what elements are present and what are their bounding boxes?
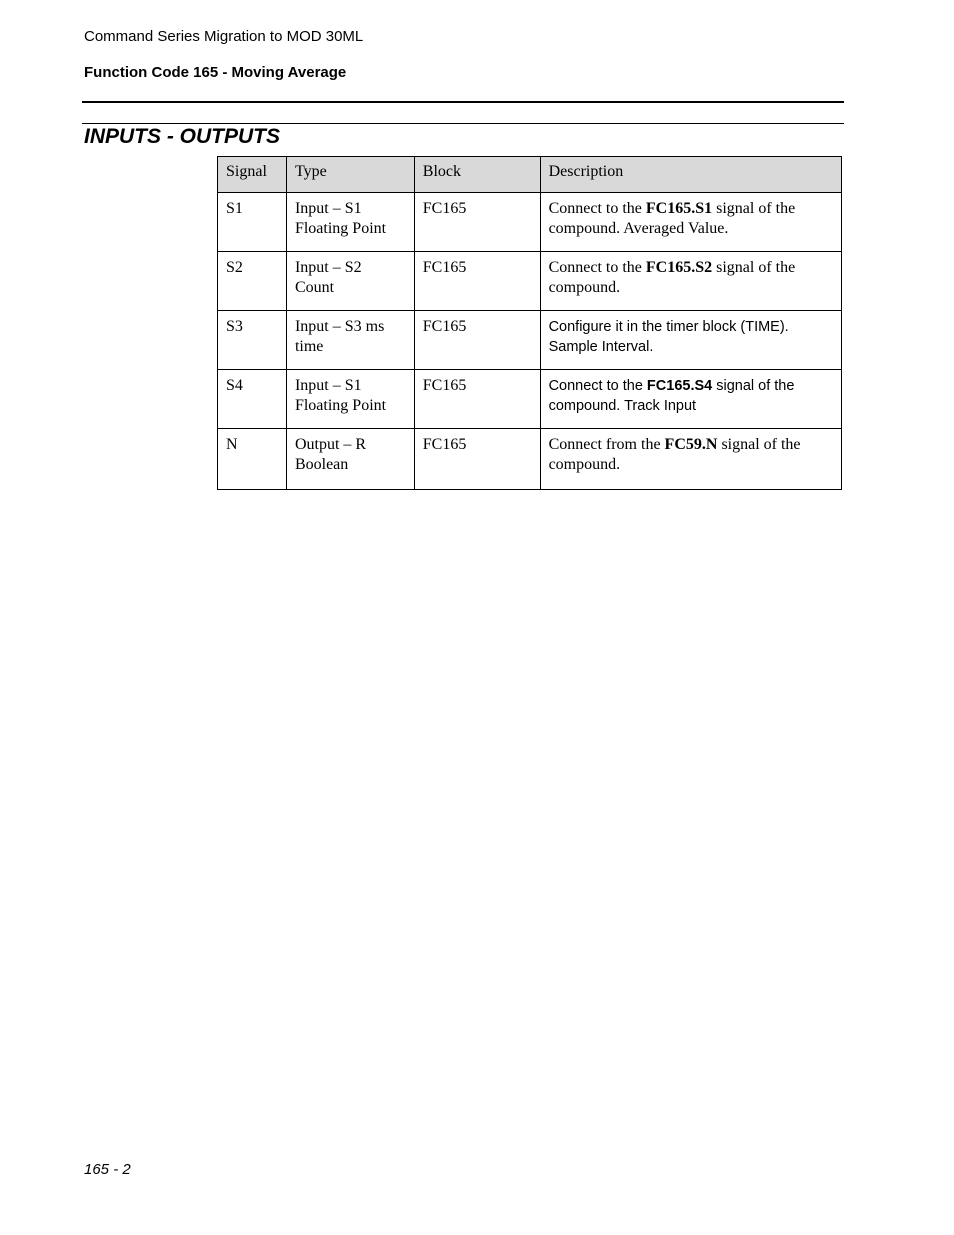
block-cell: FC165 [414, 193, 540, 252]
inputs-outputs-table [217, 156, 842, 490]
description-text: signal of the compound. [548, 259, 796, 296]
type-line: Boolean [294, 456, 349, 473]
type-line: Floating Point [294, 397, 387, 414]
type-cell [286, 429, 414, 490]
header-rule-thin [82, 123, 844, 124]
description-text: signal of the compound. Track Input [548, 378, 795, 414]
table-row [218, 311, 842, 370]
table-row [218, 193, 842, 252]
header-rule-thick [82, 101, 844, 103]
type-line: Input – S1 [294, 377, 362, 394]
block-cell: FC165 [414, 252, 540, 311]
description-text: signal of the compound. [548, 436, 801, 473]
type-cell [286, 252, 414, 311]
document-title: Command Series Migration to MOD 30ML [84, 28, 364, 45]
description-text: signal of the compound. Averaged Value. [548, 200, 796, 237]
column-header-description: Description [540, 157, 841, 193]
description-cell [540, 252, 841, 311]
signal-reference: FC165.S1 [645, 200, 713, 217]
signal-reference: FC59.N [664, 436, 718, 453]
type-line: Output – R [294, 436, 367, 453]
description-text: Configure it in the timer block (TIME). Sample Interval. [548, 319, 789, 355]
column-header-block: Block [414, 157, 540, 193]
block-cell: FC165 [414, 429, 540, 490]
page-number: 165 - 2 [84, 1161, 131, 1178]
type-cell [286, 311, 414, 370]
description-cell [540, 370, 841, 429]
description-text: Connect to the [548, 259, 646, 276]
section-heading: INPUTS - OUTPUTS [84, 125, 281, 148]
signal-reference: FC165.S2 [645, 259, 713, 276]
table-row [218, 429, 842, 490]
document-subtitle: Function Code 165 - Moving Average [84, 64, 347, 81]
signal-cell: S2 [218, 252, 287, 311]
table-header-row [218, 157, 842, 193]
description-cell [540, 311, 841, 370]
description-text: Connect to the [548, 200, 646, 217]
type-line: Input – S1 [294, 200, 362, 217]
block-cell: FC165 [414, 311, 540, 370]
table-row [218, 370, 842, 429]
type-line: Floating Point [294, 220, 387, 237]
type-line: Input – S2 [294, 259, 362, 276]
description-text: Connect to the [548, 378, 647, 394]
type-line: time [294, 338, 324, 355]
description-cell [540, 429, 841, 490]
signal-reference: FC165.S4 [646, 378, 713, 394]
signal-cell: S1 [218, 193, 287, 252]
type-cell [286, 370, 414, 429]
type-line: Input – S3 ms [294, 318, 385, 335]
column-header-signal: Signal [218, 157, 287, 193]
type-line: Count [294, 279, 335, 296]
block-cell: FC165 [414, 370, 540, 429]
signal-cell: S4 [218, 370, 287, 429]
column-header-type: Type [286, 157, 414, 193]
type-cell [286, 193, 414, 252]
signal-cell: S3 [218, 311, 287, 370]
table-row [218, 252, 842, 311]
signal-cell: N [218, 429, 287, 490]
description-text: Connect from the [548, 436, 665, 453]
description-cell [540, 193, 841, 252]
